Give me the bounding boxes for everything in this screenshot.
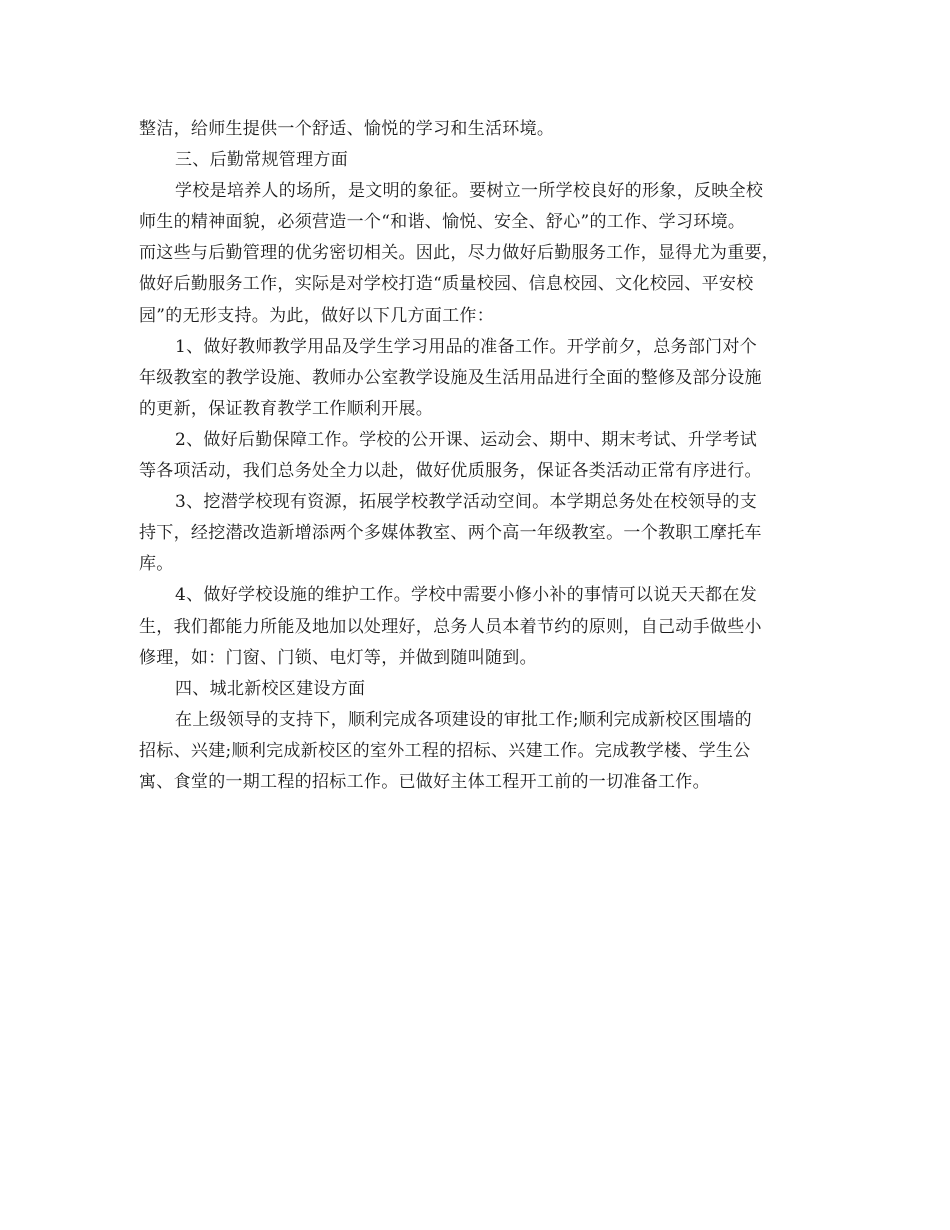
text-line: 做好后勤服务工作，实际是对学校打造“质量校园、信息校园、文化校园、平安校 (139, 274, 754, 295)
list-item-3: 3、挖潜学校现有资源，拓展学校教学活动空间。本学期总务处在校领导的支 (175, 492, 758, 513)
text-line: 而这些与后勤管理的优劣密切相关。因此，尽力做好后勤服务工作，显得尤为重要， (139, 243, 780, 264)
text-line: 整洁，给师生提供一个舒适、愉悦的学习和生活环境。 (139, 119, 555, 139)
list-item-4: 4、做好学校设施的维护工作。学校中需要小修小补的事情可以说天天都在发 (175, 585, 758, 606)
document-body (139, 114, 819, 798)
section-heading-logistics: 三、后勤常规管理方面 (175, 150, 348, 171)
text-line: 库。 (139, 554, 174, 575)
text-line: 学校是培养人的场所，是文明的象征。要树立一所学校良好的形象，反映全校 (175, 181, 764, 202)
text-line: 等各项活动，我们总务处全力以赴，做好优质服务，保证各类活动正常有序进行。 (139, 461, 762, 482)
text-line: 招标、兴建;顺利完成新校区的室外工程的招标、兴建工作。完成教学楼、学生公 (139, 740, 751, 761)
text-line: 持下，经挖潜改造新增添两个多媒体教室、两个高一年级教室。一个教职工摩托车 (139, 523, 762, 544)
text-line: 生，我们都能力所能及地加以处理好，总务人员本着节约的原则，自己动手做些小 (139, 616, 762, 637)
text-line: 园”的无形支持。为此，做好以下几方面工作： (139, 305, 494, 326)
text-line: 寓、食堂的一期工程的招标工作。已做好主体工程开工前的一切准备工作。 (139, 771, 710, 792)
text-line: 修理，如：门窗、门锁、电灯等，并做到随叫随到。 (139, 647, 537, 668)
text-line: 在上级领导的支持下，顺利完成各项建设的审批工作;顺利完成新校区围墙的 (175, 709, 752, 730)
list-item-1: 1、做好教师教学用品及学生学习用品的准备工作。开学前夕，总务部门对个 (175, 336, 758, 357)
text-line: 师生的精神面貌，必须营造一个“和谐、愉悦、安全、舒心”的工作、学习环境。 (139, 212, 746, 233)
text-line: 年级教室的教学设施、教师办公室教学设施及生活用品进行全面的整修及部分设施 (139, 367, 762, 388)
text-line: 的更新，保证教育教学工作顺利开展。 (139, 398, 434, 419)
section-heading-new-campus: 四、城北新校区建设方面 (175, 678, 366, 699)
list-item-2: 2、做好后勤保障工作。学校的公开课、运动会、期中、期末考试、升学考试 (175, 429, 758, 450)
